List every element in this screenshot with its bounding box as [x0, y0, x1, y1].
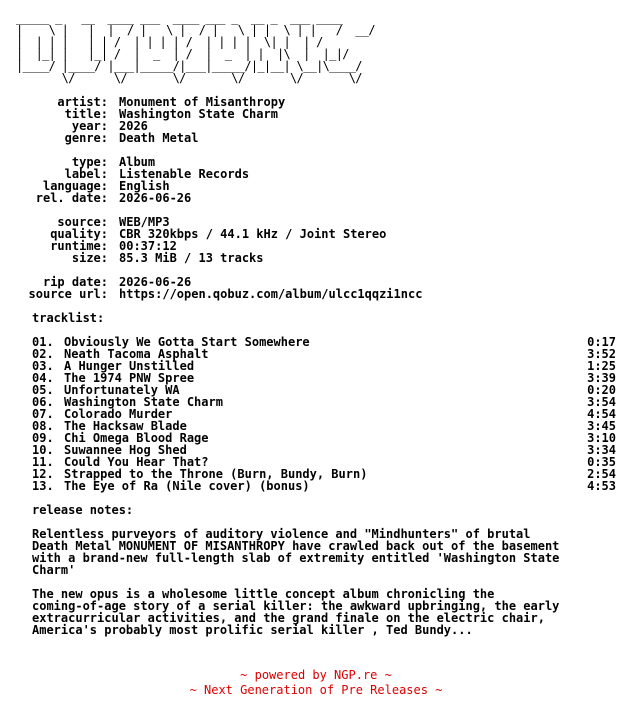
track-number: 06. [32, 395, 54, 409]
info-row-genre: genre: Death Metal [64, 131, 199, 145]
track-duration: 0:35 [587, 455, 616, 469]
track-title: Neath Tacoma Asphalt [64, 347, 209, 361]
track-duration: 3:34 [587, 443, 616, 457]
source-url-link[interactable]: https://open.qobuz.com/album/ulcc1qqzi1ncc [119, 287, 423, 301]
footer-powered-by[interactable]: ~ powered by NGP.re ~ [240, 668, 392, 682]
track-duration: 4:53 [587, 479, 616, 493]
track-duration: 1:25 [587, 359, 616, 373]
track-number: 02. [32, 347, 54, 361]
info-block-3 [0, 216, 632, 264]
track-title: Strapped to the Throne (Burn, Bundy, Burn) [64, 467, 368, 481]
track-title: Colorado Murder [64, 407, 173, 421]
track-title: Obviously We Gotta Start Somewhere [64, 335, 310, 349]
release-notes-paragraph-1: Relentless purveyors of auditory violence and "Mindhunters" of brutal Death Metal MONUMENT OF MISANTHROPY have crawled back out of the basement with a brand-new full-length slab of extremity entitled 'Washington State Charm' [32, 527, 560, 577]
track-duration: 3:39 [587, 371, 616, 385]
info-row-year: year: 2026 [71, 119, 148, 133]
track-duration: 4:54 [587, 407, 616, 421]
track-number: 13. [32, 479, 54, 493]
track-duration: 0:17 [587, 335, 616, 349]
genre-value: Death Metal [119, 131, 199, 145]
track-number: 04. [32, 371, 54, 385]
track-duration: 3:52 [587, 347, 616, 361]
info-row-rel-date: rel. date: 2026-06-26 [35, 191, 192, 205]
info-row-artist: artist: Monument of Misanthropy [57, 95, 286, 109]
track-title: The Hacksaw Blade [64, 419, 187, 433]
tracklist [32, 336, 616, 492]
track-title: Chi Omega Blood Rage [64, 431, 209, 445]
track-title: Suwannee Hog Shed [64, 443, 187, 457]
title-value: Washington State Charm [119, 107, 278, 121]
info-row-language: language: English [42, 179, 170, 193]
track-duration: 3:10 [587, 431, 616, 445]
track-number: 11. [32, 455, 54, 469]
info-row-rip-date: rip date: 2026-06-26 [42, 275, 192, 289]
rip-date-value: 2026-06-26 [119, 275, 192, 289]
track-number: 05. [32, 383, 54, 397]
track-title: Washington State Charm [64, 395, 223, 409]
release-notes-heading: release notes: [32, 503, 134, 517]
track-title: The Eye of Ra (Nile cover) (bonus) [64, 479, 310, 493]
info-row-runtime: runtime: 00:37:12 [50, 239, 177, 253]
track-number: 09. [32, 431, 54, 445]
track-number: 12. [32, 467, 54, 481]
track-number: 03. [32, 359, 54, 373]
info-row-quality: quality: CBR 320kbps / 44.1 kHz / Joint Stereo [50, 227, 387, 241]
track-title: A Hunger Unstilled [64, 359, 195, 373]
source-value: WEB/MP3 [119, 215, 170, 229]
track-number: 01. [32, 335, 54, 349]
info-row-source: source: WEB/MP3 [57, 215, 170, 229]
info-block-1 [0, 96, 632, 144]
track-duration: 3:45 [587, 419, 616, 433]
info-row-title: title: Washington State Charm [64, 107, 278, 121]
info-row-source-url: source url: https://open.qobuz.com/album/ulcc1qqzi1ncc [28, 287, 423, 301]
track-title: Unfortunately WA [64, 383, 180, 397]
rel-date-value: 2026-06-26 [119, 191, 192, 205]
quality-value: CBR 320kbps / 44.1 kHz / Joint Stereo [119, 227, 387, 241]
tracklist-heading: tracklist: [32, 311, 105, 325]
track-number: 08. [32, 419, 54, 433]
info-row-label: label: Listenable Records [64, 167, 250, 181]
track-title: The 1974 PNW Spree [64, 371, 195, 385]
release-notes-paragraph-2: The new opus is a wholesome little concept album chronicling the coming-of-age story of a serial killer: the awkward upbringing, the early extracurricular activities, and the grand finale on the electric chair, America's probably most prolific serial killer , Ted Bundy... [32, 587, 560, 637]
size-value: 85.3 MiB / 13 tracks [119, 251, 264, 265]
footer-tagline: ~ Next Generation of Pre Releases ~ [189, 683, 443, 697]
info-block-4 [0, 276, 632, 300]
info-row-size: size: 85.3 MiB / 13 tracks [71, 251, 264, 265]
track-title: Could You Hear That? [64, 455, 209, 469]
info-block-2 [0, 156, 632, 204]
year-value: 2026 [119, 119, 148, 133]
label-value: Listenable Records [119, 167, 250, 181]
ascii-banner-logo: _____ _ __ ____ ___ ____ ___ _ __ _ ___ ____ | \ | | | / | \ | / | \ | | \ | | / __/ | | | | | | / | | | | / | | | | \| | | / | |_| | |_| / | _ | / | _ | | |\ | |_|/ |____/ |____/ |___|_____/|___|_____/|_|__| \__|\____/ \/ \/ \/ \/ \/ \/ [16, 11, 375, 85]
track-number: 10. [32, 443, 54, 457]
track-duration: 0:20 [587, 383, 616, 397]
artist-value: Monument of Misanthropy [119, 95, 286, 109]
track-duration: 3:54 [587, 395, 616, 409]
language-value: English [119, 179, 170, 193]
runtime-value: 00:37:12 [119, 239, 177, 253]
type-value: Album [119, 155, 156, 169]
info-row-type: type: Album [71, 155, 156, 169]
track-duration: 2:54 [587, 467, 616, 481]
track-number: 07. [32, 407, 54, 421]
track-row [32, 480, 616, 492]
